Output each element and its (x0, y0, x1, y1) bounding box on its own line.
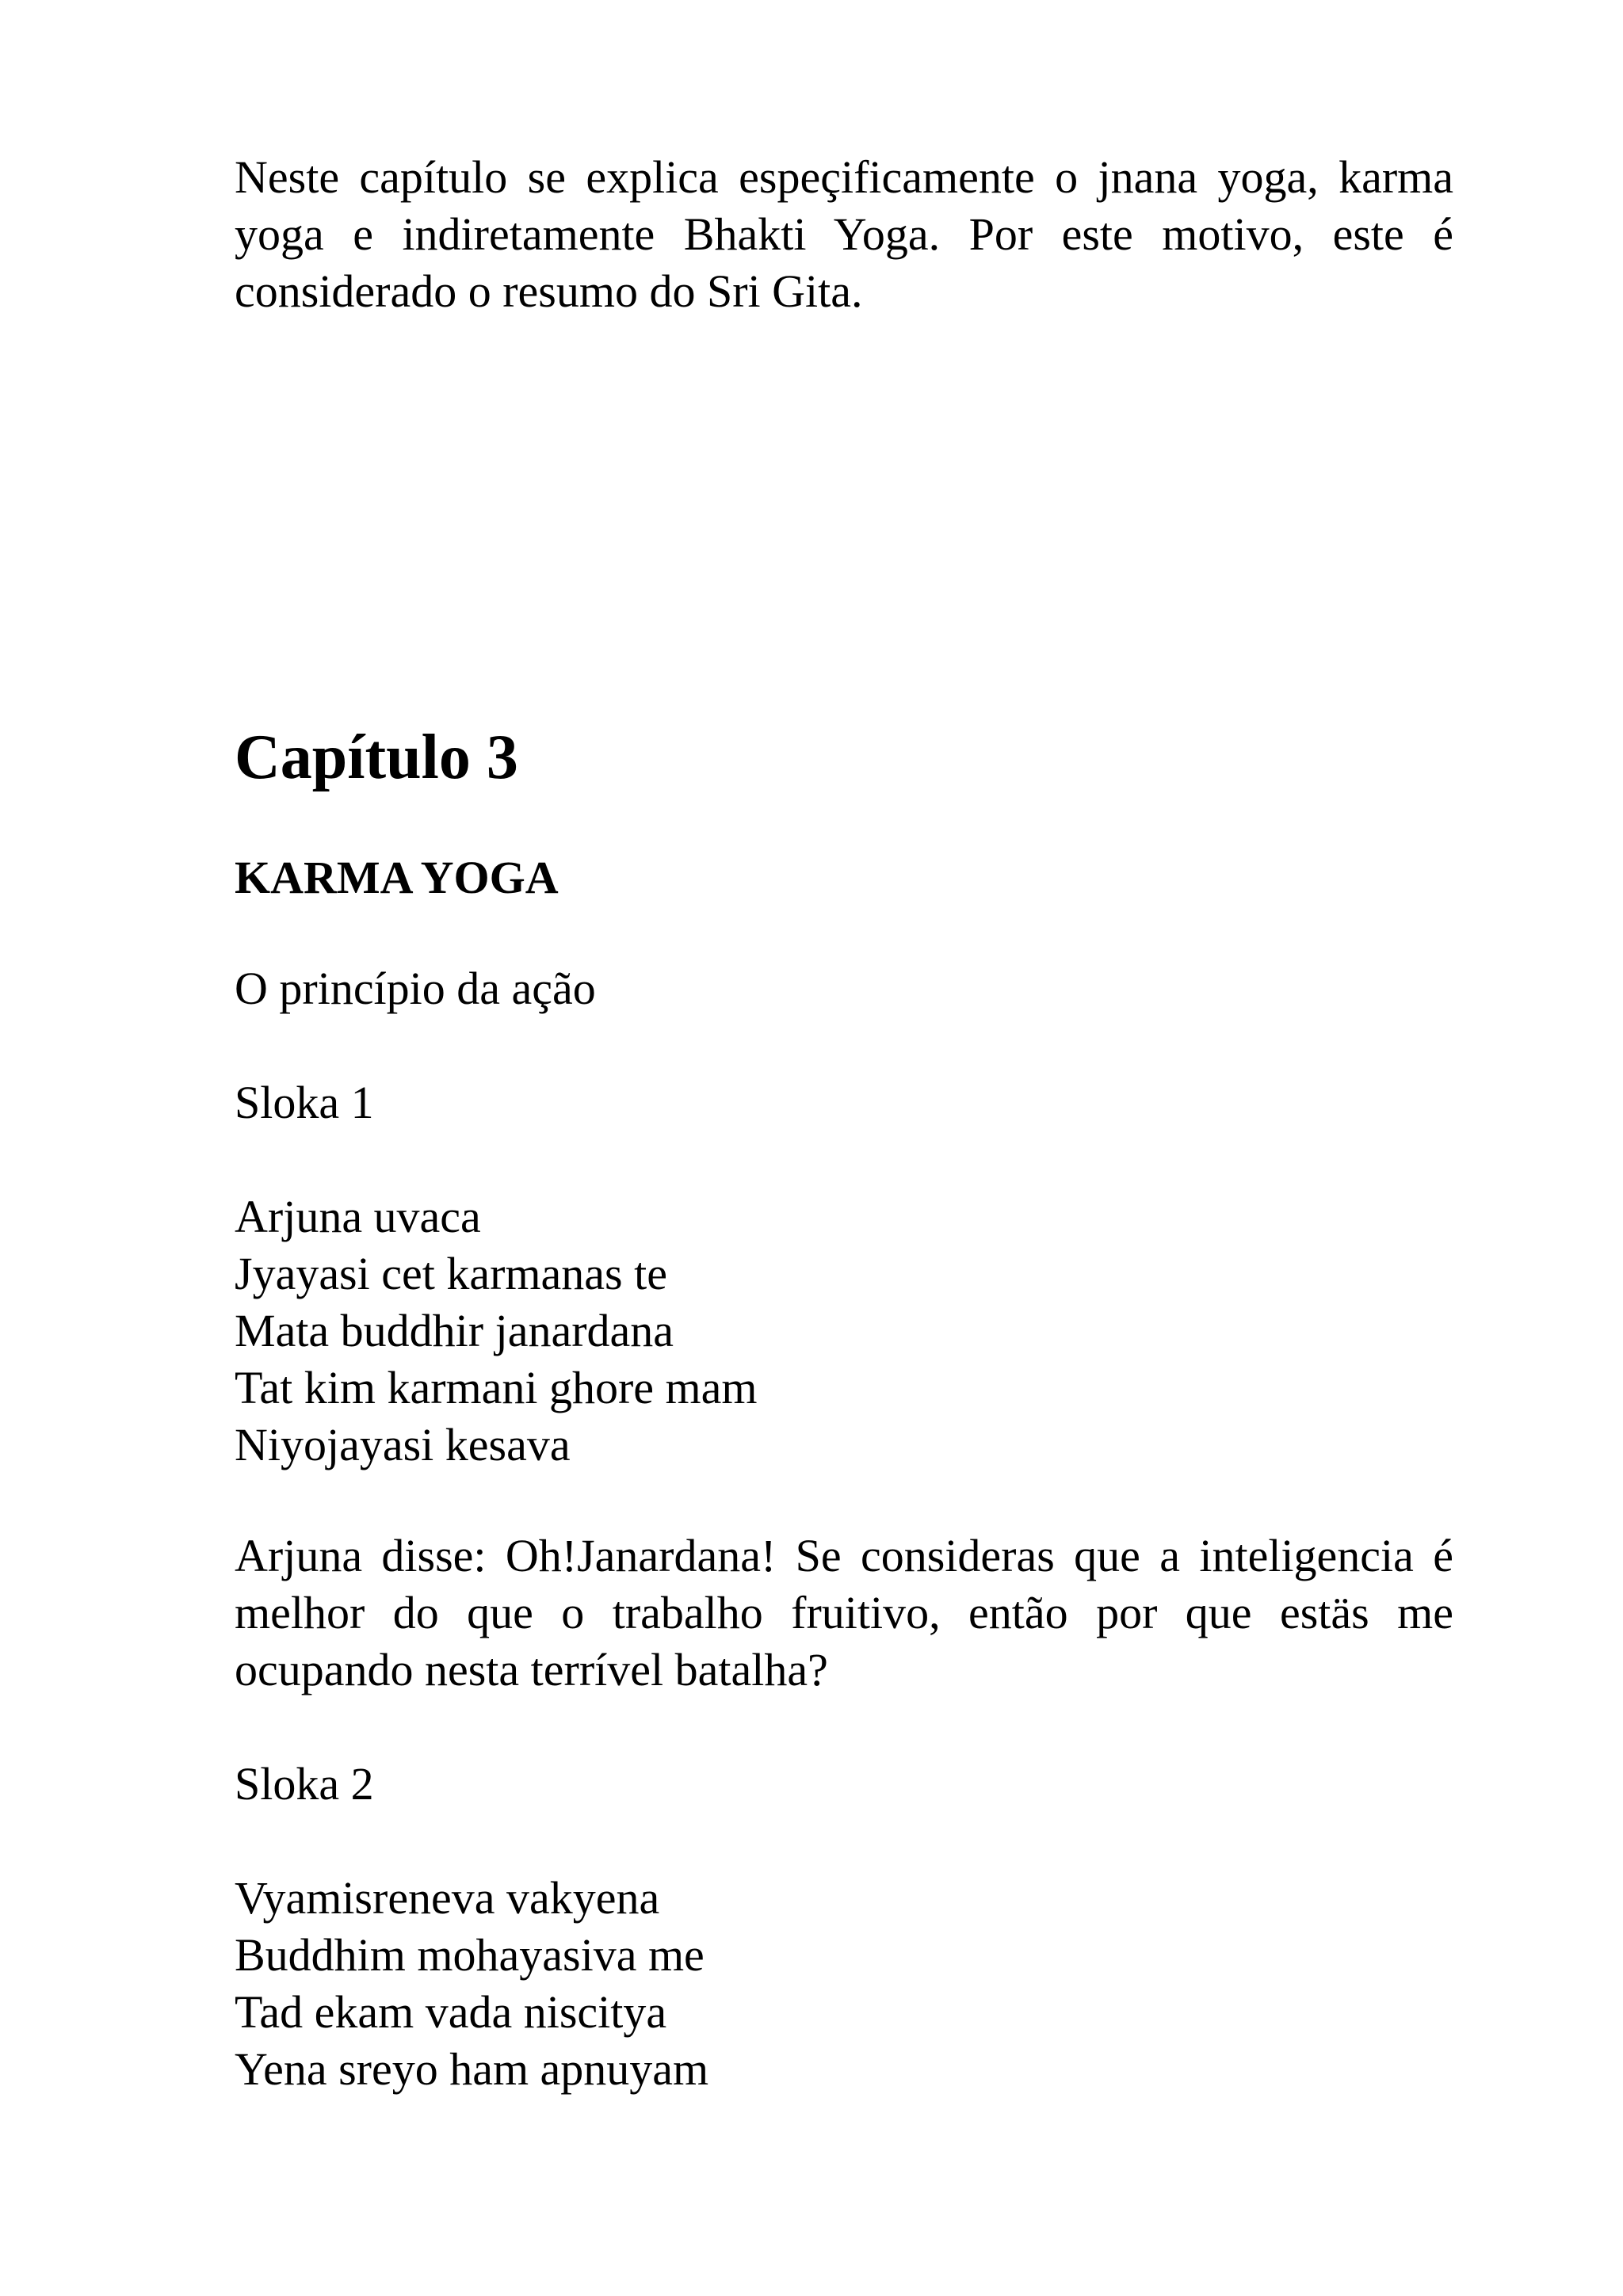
verse-line: Tat kim karmani ghore mam (235, 1362, 758, 1413)
verse-line: Buddhim mohayasiva me (235, 1929, 705, 1981)
sloka-1-verse (235, 1188, 1453, 1474)
verse-line: Tad ekam vada niscitya (235, 1986, 667, 2038)
verse-line: Niyojayasi kesava (235, 1419, 571, 1470)
verse-line: Mata buddhir janardana (235, 1305, 674, 1356)
section-subtitle: O princípio da ação (235, 963, 596, 1014)
verse-line: Vyamisreneva vakyena (235, 1872, 660, 1924)
verse-line: Arjuna uvaca (235, 1191, 481, 1242)
intro-paragraph: Neste capítulo se explica espeçificamente o jnana yoga, karma yoga e indiretamente Bhakti Yoga. Por este motivo, este é considerado o resumo do Sri Gita. (235, 151, 1453, 317)
sloka-1-label: Sloka 1 (235, 1077, 374, 1128)
verse-line: Yena sreyo ham apnuyam (235, 2043, 709, 2095)
sloka-1-translation: Arjuna disse: Oh!Janardana! Se consideras que a inteligencia é melhor do que o trabalho fruitivo, então por que estäs me ocupando nesta terrível batalha? (235, 1530, 1453, 1695)
chapter-title: Capítulo 3 (235, 723, 518, 792)
verse-line: Jyayasi cet karmanas te (235, 1248, 667, 1299)
section-title: KARMA YOGA (235, 852, 559, 903)
sloka-2-verse (235, 1870, 1453, 2098)
sloka-2-label: Sloka 2 (235, 1758, 374, 1810)
